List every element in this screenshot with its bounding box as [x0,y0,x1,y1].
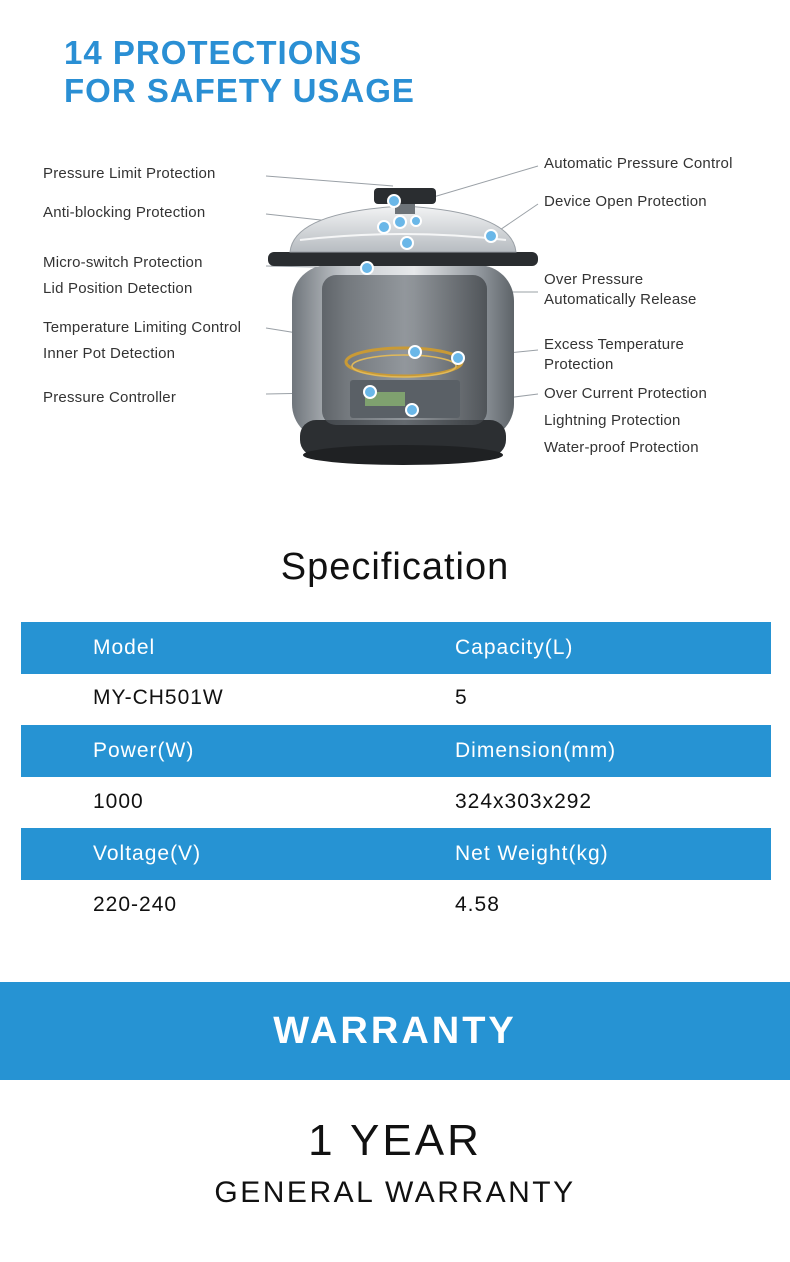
spec-header-net-weight: Net Weight(kg) [455,842,609,865]
spec-header-capacity: Capacity(L) [455,636,574,659]
spec-header-dimension: Dimension(mm) [455,739,617,762]
label-lid-position: Lid Position Detection [43,280,193,297]
label-auto-release: Automatically Release [544,291,697,308]
headline-line-2: FOR SAFETY USAGE [64,72,415,109]
spec-header-voltage: Voltage(V) [93,842,202,865]
warranty-banner-label: WARRANTY [273,1010,517,1052]
spec-value-row [21,879,771,931]
label-anti-blocking: Anti-blocking Protection [43,204,206,221]
label-over-current: Over Current Protection [544,385,707,402]
spec-header-row [21,828,771,880]
label-automatic-pressure: Automatic Pressure Control [544,155,733,172]
label-over-pressure: Over Pressure [544,271,644,288]
warranty-banner [0,982,790,1080]
spec-header-power: Power(W) [93,739,195,762]
spec-value-capacity: 5 [455,686,468,709]
label-excess-temperature: Excess Temperature [544,336,685,353]
label-micro-switch: Micro-switch Protection [43,254,203,271]
spec-value-net-weight: 4.58 [455,893,500,916]
label-device-open: Device Open Protection [544,193,707,210]
label-pressure-controller: Pressure Controller [43,389,177,406]
warranty-type: GENERAL WARRANTY [214,1176,576,1209]
label-excess-temperature-protection: Protection [544,356,614,373]
specification-title: Specification [280,546,510,588]
spec-header-row [21,725,771,777]
spec-value-row [21,672,771,724]
label-temperature-limiting: Temperature Limiting Control [43,319,242,336]
spec-value-voltage: 220-240 [93,893,178,916]
label-inner-pot: Inner Pot Detection [43,345,176,362]
spec-value-row [21,776,771,828]
headline-line-1: 14 PROTECTIONS [64,34,363,71]
label-lightning: Lightning Protection [544,412,681,429]
warranty-duration: 1 YEAR [308,1116,482,1165]
spec-value-dimension: 324x303x292 [455,790,593,813]
label-pressure-limit: Pressure Limit Protection [43,165,216,182]
spec-value-model: MY-CH501W [93,686,224,709]
spec-header-model: Model [93,636,156,659]
spec-header-row [21,622,771,674]
label-water-proof: Water-proof Protection [544,439,699,456]
spec-value-power: 1000 [93,790,144,813]
